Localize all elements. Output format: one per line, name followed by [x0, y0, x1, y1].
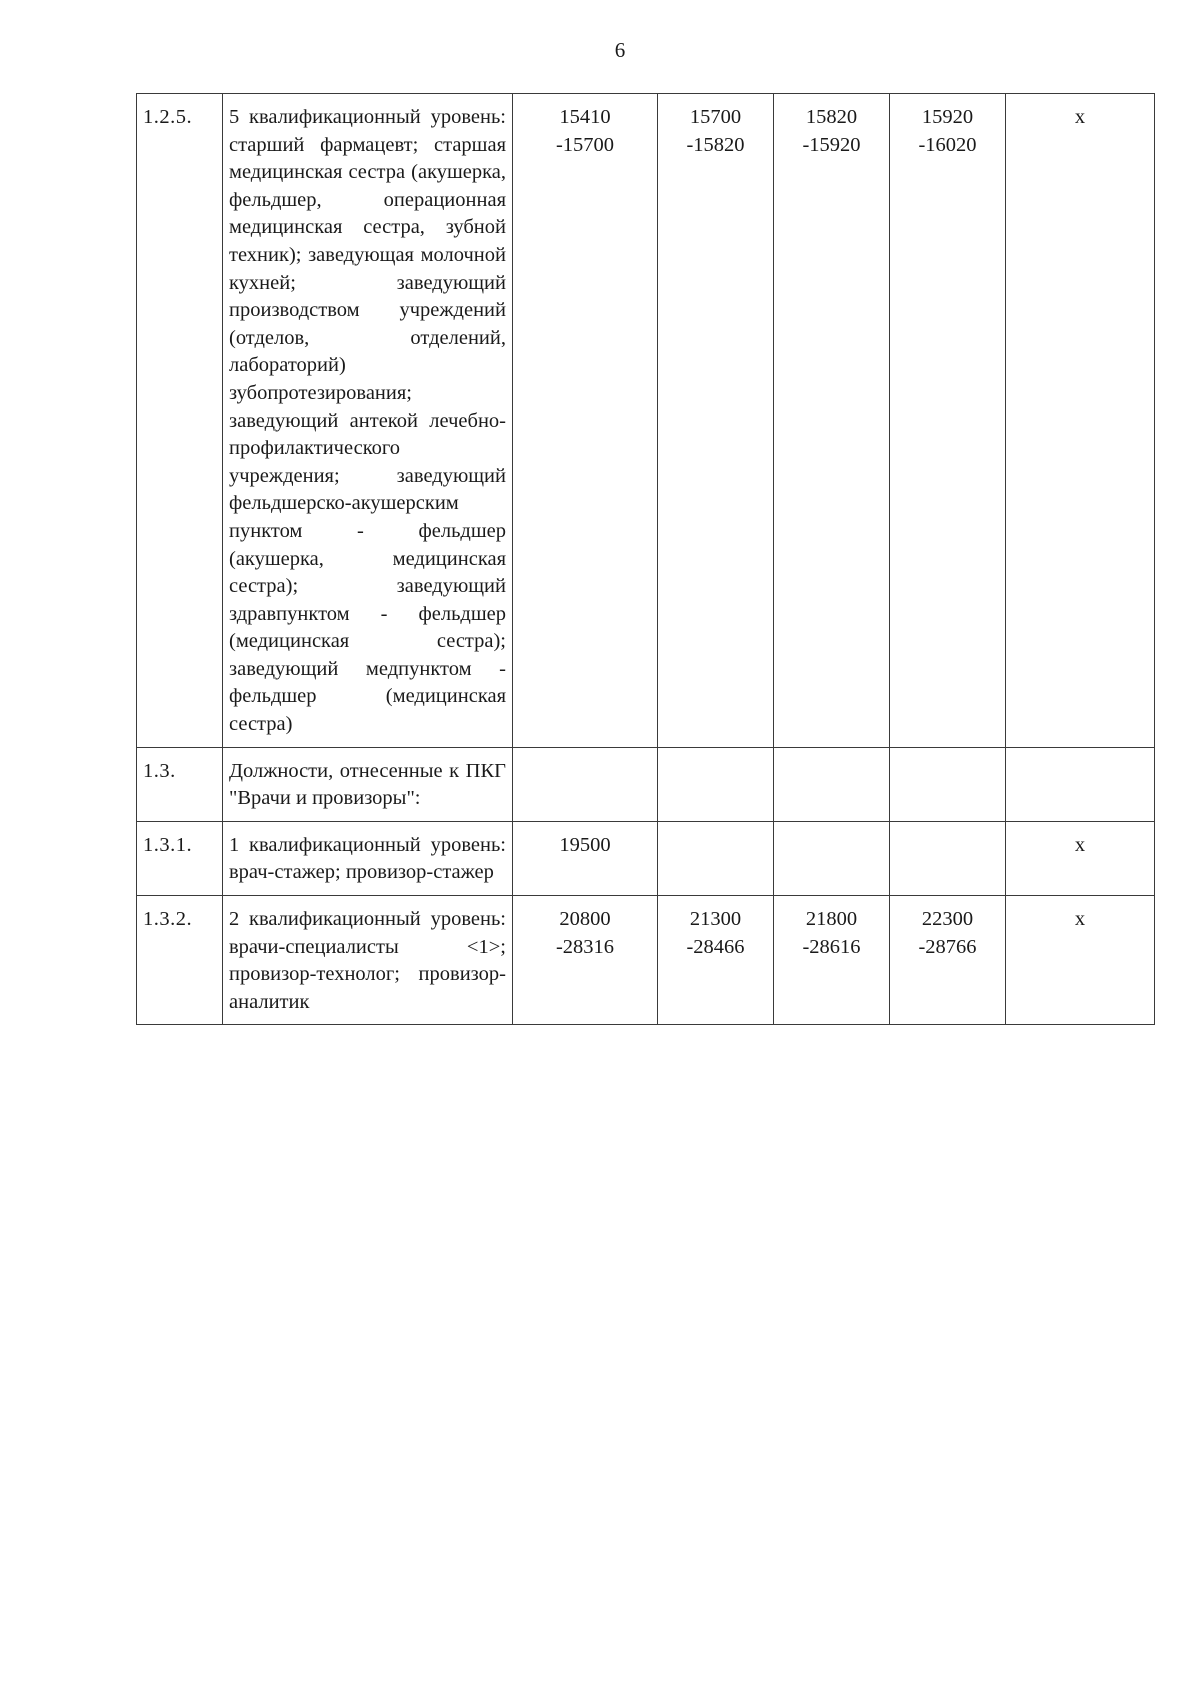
mark-cell: x [1006, 896, 1155, 1025]
salary-range-cell [774, 821, 890, 895]
salary-min: 20800 [559, 908, 611, 931]
salary-max: -28466 [686, 935, 745, 958]
salary-min: 21300 [689, 908, 742, 931]
mark-cell: x [1006, 821, 1155, 895]
salary-range-cell [658, 896, 774, 1025]
salary-range-cell [774, 747, 890, 821]
salary-min: 15700 [689, 106, 742, 128]
salary-range-cell [890, 896, 1006, 1025]
salary-max: -28616 [802, 935, 861, 958]
salary-range-cell [513, 896, 658, 1025]
salary-min: 21800 [805, 908, 858, 931]
salary-min: 19500 [559, 833, 611, 856]
salary-max: -28316 [555, 935, 615, 958]
salary-range-cell [890, 747, 1006, 821]
position-description: Должности, отнесенные к ПКГ "Врачи и провизоры": [223, 747, 513, 821]
salary-min: 15410 [559, 106, 611, 128]
salary-range-cell [513, 747, 658, 821]
salary-range-cell [658, 747, 774, 821]
salary-min: 15920 [921, 106, 974, 128]
salary-range-cell [890, 821, 1006, 895]
mark-cell [1006, 747, 1155, 821]
row-number: 1.3.1. [137, 821, 223, 895]
position-description: 2 квалификационный уровень: врачи-специалисты <1>; провизор-технолог; провизор-аналитик [223, 896, 513, 1025]
table-row [137, 94, 1155, 748]
mark-cell: x [1006, 94, 1155, 748]
salary-max: -15820 [686, 133, 745, 156]
salary-min: 22300 [921, 908, 974, 931]
salary-min: 15820 [805, 106, 858, 128]
salary-range-cell [774, 94, 890, 748]
salary-range-cell [513, 94, 658, 748]
table-row [137, 821, 1155, 895]
row-number: 1.3.2. [137, 896, 223, 1025]
salary-range-cell [774, 896, 890, 1025]
salary-max: -15700 [555, 133, 615, 156]
salary-range-cell [513, 821, 658, 895]
row-number: 1.3. [137, 747, 223, 821]
table-row [137, 747, 1155, 821]
salary-max: -15920 [802, 133, 861, 156]
page-number: 6 [614, 38, 626, 62]
salary-max: -28766 [918, 935, 977, 958]
salary-table [136, 93, 1155, 1025]
row-number: 1.2.5. [137, 94, 223, 748]
position-description: 1 квалификационный уровень: врач-стажер; провизор-стажер [223, 821, 513, 895]
position-description: 5 квалификационный уровень: старший фармацевт; старшая медицинская сестра (акушерка, фельдшер, операционная медицинская сестра, зубной техник); заведующая молочной кухней; заведующий производством учреждений (отделов, отделений, лабораторий) зубопротезирования; заведующий антекой лечебно-профилактического учреждения; заведующий фельдшерско-акушерским пунктом - фельдшер (акушерка, медицинская сестра); заведующий здравпунктом - фельдшер (медицинская сестра); заведующий медпунктом - фельдшер (медицинская сестра) [223, 94, 513, 748]
salary-range-cell [890, 94, 1006, 748]
salary-max: -16020 [918, 133, 977, 156]
salary-range-cell [658, 821, 774, 895]
table-row [137, 896, 1155, 1025]
salary-range-cell [658, 94, 774, 748]
